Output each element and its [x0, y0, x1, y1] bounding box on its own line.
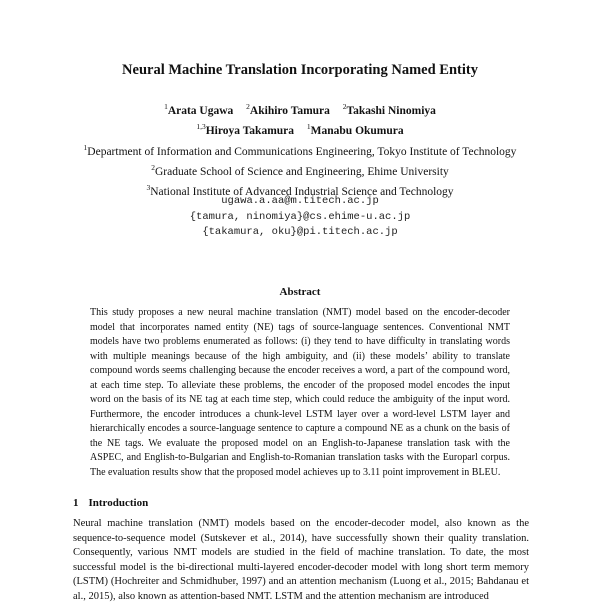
paper-title: Neural Machine Translation Incorporating Named Entity: [122, 62, 478, 78]
section-number: 1: [73, 497, 79, 509]
email-block: [0, 194, 600, 241]
email: ugawa.a.aa@m.titech.ac.jp: [221, 195, 379, 207]
introduction-text: Neural machine translation (NMT) models based on the encoder-decoder model, also known as the sequence-to-sequence model (Sutskever et al., 2014), have successfully shown their quality translation. Consequently, various NMT models are studied in the field of machine translation. To date, the most successful model is the bi-directional multi-layered encoder-decoder model with long short term memory (LSTM) (Hochreiter and Schmidhuber, 1997) and an attention mechanism (Luong et al., 2015; Bahdanau et al., 2015), also known as attention-based NMT. LSTM and the attention mechanism are introduced: [73, 518, 529, 602]
author-block: [0, 99, 600, 139]
affiliation: $^3$National Institute of Advanced Industrial Science and Technology: [146, 182, 454, 198]
author: $^2$Akihiro Tamura: [246, 102, 330, 117]
author: $^2$Takashi Ninomiya: [342, 102, 436, 117]
affiliations: [0, 140, 600, 199]
email: {takamura, oku}@pi.titech.ac.jp: [202, 226, 398, 238]
affiliation: $^1$Department of Information and Communications Engineering, Tokyo Institute of Technology: [83, 143, 517, 158]
author: $^1$Arata Ugawa: [164, 102, 234, 117]
author: $^1$Manabu Okumura: [306, 121, 404, 137]
abstract-text: This study proposes a new neural machine translation (NMT) model based on the encoder-decoder model that incorporates named entity (NE) tags of source-language sentences. Conventional NMT models have two problems enumerated as follows: (i) they tend to have difficulty in translating words with multiple meanings because of the high ambiguity, and (ii) these models’ ability to translate compound words seems challenging because the encoder receives a word, a part of the compound word, at each time step. To alleviate these problems, the encoder of the proposed model encodes the input word on the basis of its NE tag at each time step, which could reduce the ambiguity of the input word. Furthermore, the encoder introduces a chunk-level LSTM layer over a word-level LSTM layer and hierarchically encodes a source-language sentence to capture a compound NE as a chunk on the basis of the NE tags. We evaluate the proposed model on an English-to-Japanese translation task with the ASPEC, and English-to-Bulgarian and English-to-Romanian translation tasks with the Europarl corpus. The evaluation results show that the proposed model achieves up to 3.11 point improvement in BLEU.: [90, 307, 510, 478]
affiliation: $^2$Graduate School of Science and Engineering, Ehime University: [151, 162, 449, 178]
email: {tamura, ninomiya}@cs.ehime-u.ac.jp: [189, 210, 411, 223]
author-line-1: [0, 99, 600, 119]
abstract-heading: Abstract: [279, 286, 321, 298]
author: $^{1,3}$Hiroya Takamura: [196, 121, 295, 137]
author-line-2: [0, 119, 600, 139]
section-title: Introduction: [88, 497, 149, 509]
section-heading: [73, 497, 148, 509]
